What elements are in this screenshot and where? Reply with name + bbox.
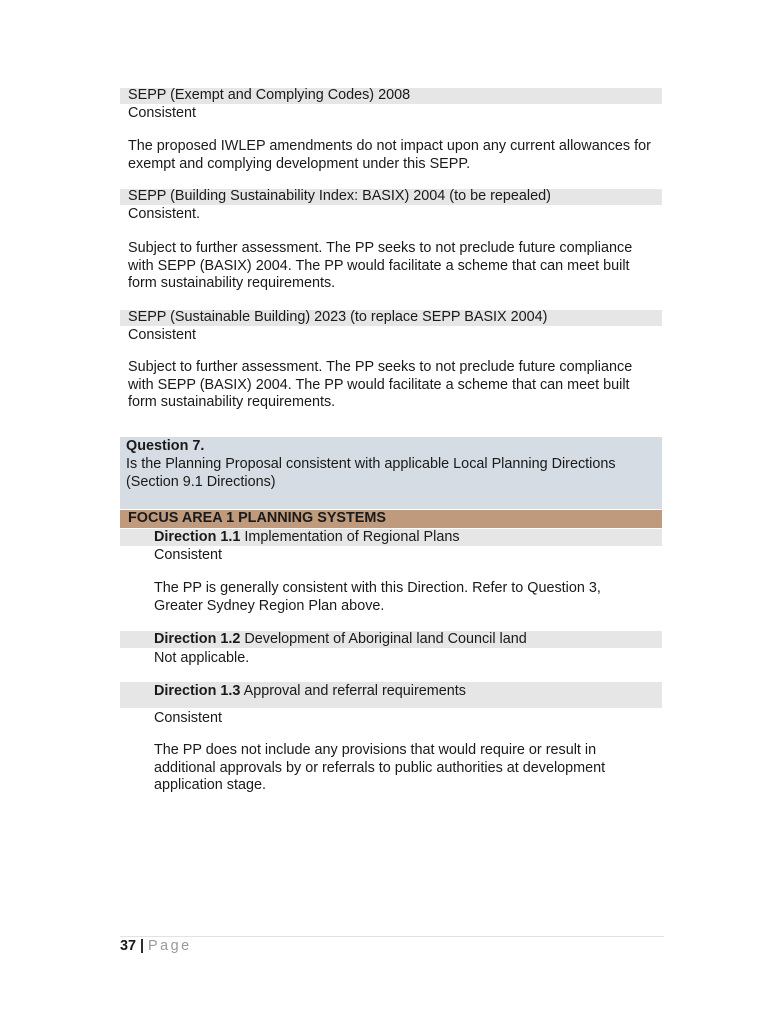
direction-1-2-title: Development of Aboriginal land Council land [244, 631, 527, 647]
page-footer [120, 938, 192, 954]
direction-1-2-status: Not applicable. [154, 650, 250, 666]
direction-1-3-heading [154, 683, 466, 701]
sepp-basix-body: Subject to further assessment. The PP seeks to not preclude future compliance with SEPP (BASIX) 2004. The PP would facilitate a scheme that can meet built form sustainability requirements. [128, 240, 633, 291]
direction-1-2-number: Direction 1.2 [154, 631, 241, 647]
page-separator: | [140, 938, 145, 954]
sepp-exempt-body: The proposed IWLEP amendments do not impact upon any current allowances for exempt and complying development under this SEPP. [128, 138, 651, 172]
sepp-sustainable-status: Consistent [128, 327, 196, 343]
question-text: Is the Planning Proposal consistent with applicable Local Planning Directions (Section 9.1 Directions) [126, 456, 616, 490]
sepp-basix-status: Consistent. [128, 206, 200, 222]
direction-1-3-title: Approval and referral requirements [243, 683, 466, 699]
page-label: Page [148, 938, 192, 954]
sepp-sustainable-body: Subject to further assessment. The PP seeks to not preclude future compliance with SEPP (BASIX) 2004. The PP would facilitate a scheme that can meet built form sustainability requirements. [128, 359, 633, 410]
sepp-basix-heading: SEPP (Building Sustainability Index: BASIX) 2004 (to be repealed) [128, 188, 551, 204]
direction-1-2-heading [154, 631, 527, 649]
focus-area-heading: FOCUS AREA 1 PLANNING SYSTEMS [128, 510, 386, 526]
footer-divider [120, 936, 664, 937]
direction-1-1-body: The PP is generally consistent with this Direction. Refer to Question 3, Greater Sydney Region Plan above. [154, 580, 601, 614]
sepp-exempt-status: Consistent [128, 105, 196, 121]
sepp-sustainable-heading: SEPP (Sustainable Building) 2023 (to replace SEPP BASIX 2004) [128, 309, 548, 325]
page-number: 37 [120, 938, 137, 954]
direction-1-3-body: The PP does not include any provisions that would require or result in additional approvals by or referrals to public authorities at development application stage. [154, 742, 606, 793]
direction-1-1-status: Consistent [154, 547, 222, 563]
question-label: Question 7. [126, 438, 205, 454]
direction-1-3-status: Consistent [154, 710, 222, 726]
sepp-exempt-heading: SEPP (Exempt and Complying Codes) 2008 [128, 87, 411, 103]
direction-1-1-title: Implementation of Regional Plans [244, 529, 460, 545]
direction-1-3-number: Direction 1.3 [154, 683, 241, 699]
direction-1-1-number: Direction 1.1 [154, 529, 241, 545]
direction-1-1-heading [154, 529, 460, 547]
